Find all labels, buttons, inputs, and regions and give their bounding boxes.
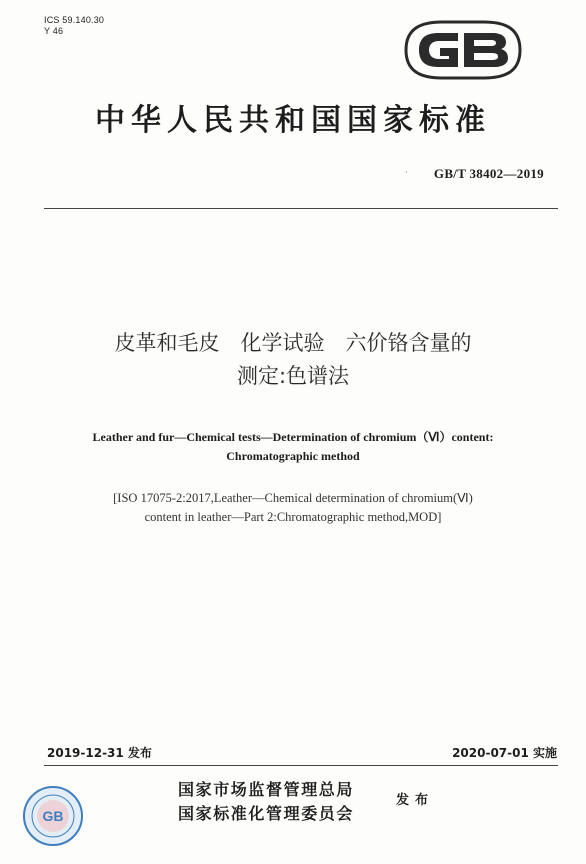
issuer-block — [178, 778, 354, 826]
ics-code: ICS 59.140.30 — [44, 15, 105, 25]
issue-date: 2019-12-31 发布 — [47, 746, 152, 760]
iso-reference — [40, 489, 546, 527]
ccs-code: Y 46 — [44, 26, 64, 36]
title-english-line1: Leather and fur—Chemical tests—Determination of chromium（Ⅵ）content: — [92, 430, 494, 444]
gb-logo — [402, 19, 524, 81]
implementation-date: 2020-07-01 实施 — [452, 746, 557, 760]
classification-codes — [44, 15, 104, 37]
iso-reference-line1: [ISO 17075-2:2017,Leather—Chemical determination of chromium(Ⅵ) — [113, 491, 473, 505]
svg-text:GB: GB — [42, 808, 64, 824]
title-chinese-line2: 测定:色谱法 — [236, 364, 350, 388]
issuing-authority: 中华人民共和国国家标准 — [95, 103, 491, 138]
standard-number: GB/T 38402—2019 — [433, 166, 544, 181]
iso-reference-line2: content in leather—Part 2:Chromatographic method,MOD] — [144, 510, 442, 524]
title-chinese — [30, 327, 556, 393]
title-english — [40, 428, 546, 466]
header-divider — [44, 208, 558, 209]
certification-seal-icon — [22, 785, 84, 847]
title-english-line2: Chromatographic method — [226, 449, 360, 463]
issuer-samr: 国家市场监督管理总局 — [178, 780, 355, 799]
footer-divider — [44, 765, 558, 766]
title-chinese-line1: 皮革和毛皮 化学试验 六价铬含量的 — [114, 331, 472, 355]
issuer-sac: 国家标准化管理委员会 — [178, 804, 355, 823]
publish-label: 发布 — [396, 793, 435, 808]
decorative-dot: · — [405, 168, 408, 178]
